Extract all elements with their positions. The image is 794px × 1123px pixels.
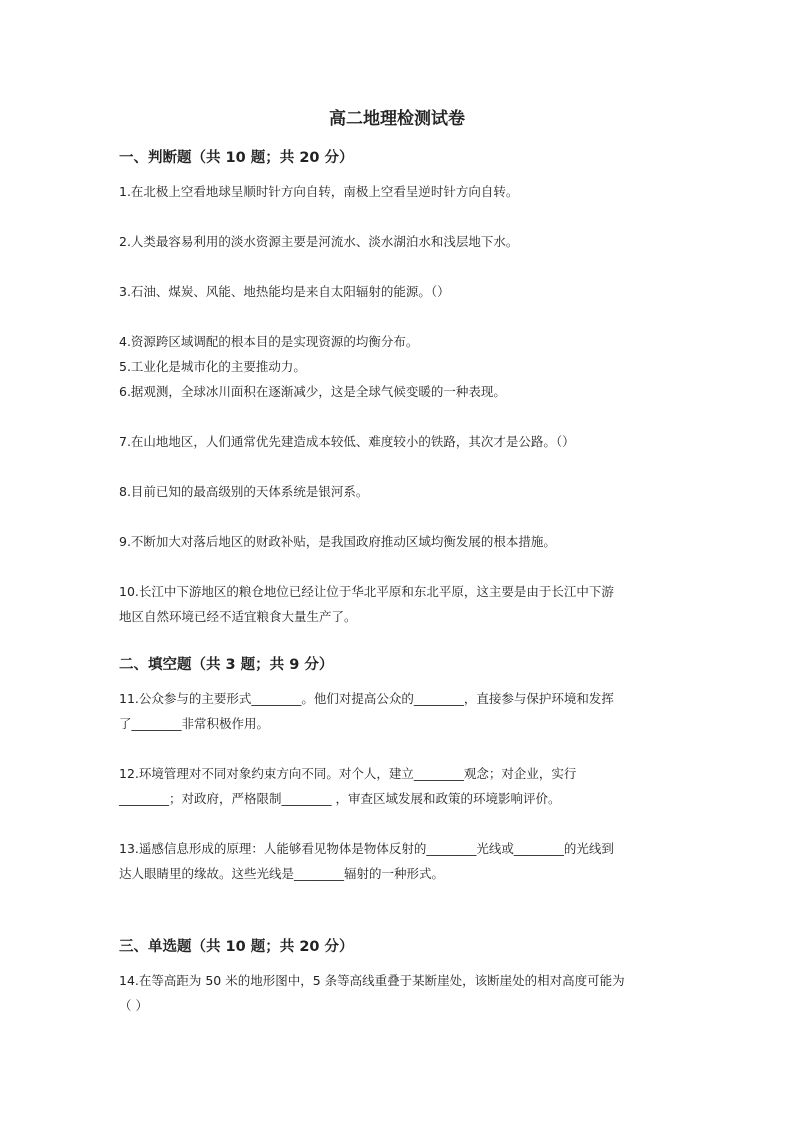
question-11 xyxy=(119,686,679,736)
section-heading-single-choice: 三、单选题（共 10 题；共 20 分） xyxy=(119,939,354,955)
question-12-line-2: ________；对政府，严格限制________ ，审查区域发展和政策的环境影响评价。 xyxy=(119,791,561,806)
question-1: 1.在北极上空看地球呈顺时针方向自转，南极上空看呈逆时针方向自转。 xyxy=(119,184,519,199)
section-heading-judgment: 一、判断题（共 10 题；共 20 分） xyxy=(119,150,354,166)
question-6: 6.据观测，全球冰川面积在逐渐减少，这是全球气候变暖的一种表现。 xyxy=(119,384,506,399)
question-14-line-1: 14.在等高距为 50 米的地形图中，5 条等高线重叠于某断崖处，该断崖处的相对高度可能为 xyxy=(119,973,625,988)
page-title: 高二地理检测试卷 xyxy=(329,109,465,129)
question-8: 8.目前已知的最高级别的天体系统是银河系。 xyxy=(119,484,369,499)
question-13 xyxy=(119,836,679,886)
question-14-line-2: （ ） xyxy=(119,998,148,1013)
question-4: 4.资源跨区域调配的根本目的是实现资源的均衡分布。 xyxy=(119,334,419,349)
question-14 xyxy=(119,968,679,1018)
question-13-line-2: 达人眼睛里的缘故。这些光线是________辐射的一种形式。 xyxy=(119,866,445,881)
question-12-line-1: 12.环境管理对不同对象约束方向不同。对个人，建立________观念；对企业，实行 xyxy=(119,766,577,781)
question-13-line-1: 13.遥感信息形成的原理：人能够看见物体是物体反射的________光线或________的光线到 xyxy=(119,841,614,856)
question-12 xyxy=(119,761,679,811)
question-10 xyxy=(119,579,679,629)
question-9: 9.不断加大对落后地区的财政补贴，是我国政府推动区域均衡发展的根本措施。 xyxy=(119,534,556,549)
question-11-line-2: 了________非常积极作用。 xyxy=(119,716,270,731)
question-7: 7.在山地地区，人们通常优先建造成本较低、难度较小的铁路，其次才是公路。（） xyxy=(119,434,575,449)
question-10-line-2: 地区自然环境已经不适宜粮食大量生产了。 xyxy=(119,609,357,624)
question-2: 2.人类最容易利用的淡水资源主要是河流水、淡水湖泊水和浅层地下水。 xyxy=(119,234,519,249)
question-10-line-1: 10.长江中下游地区的粮仓地位已经让位于华北平原和东北平原，这主要是由于长江中下游 xyxy=(119,584,614,599)
section-heading-fill-in: 二、填空题（共 3 题；共 9 分） xyxy=(119,657,334,673)
question-5: 5.工业化是城市化的主要推动力。 xyxy=(119,359,306,374)
question-3: 3.石油、煤炭、风能、地热能均是来自太阳辐射的能源。（） xyxy=(119,284,450,299)
question-11-line-1: 11.公众参与的主要形式________。他们对提高公众的________，直接参与保护环境和发挥 xyxy=(119,691,614,706)
